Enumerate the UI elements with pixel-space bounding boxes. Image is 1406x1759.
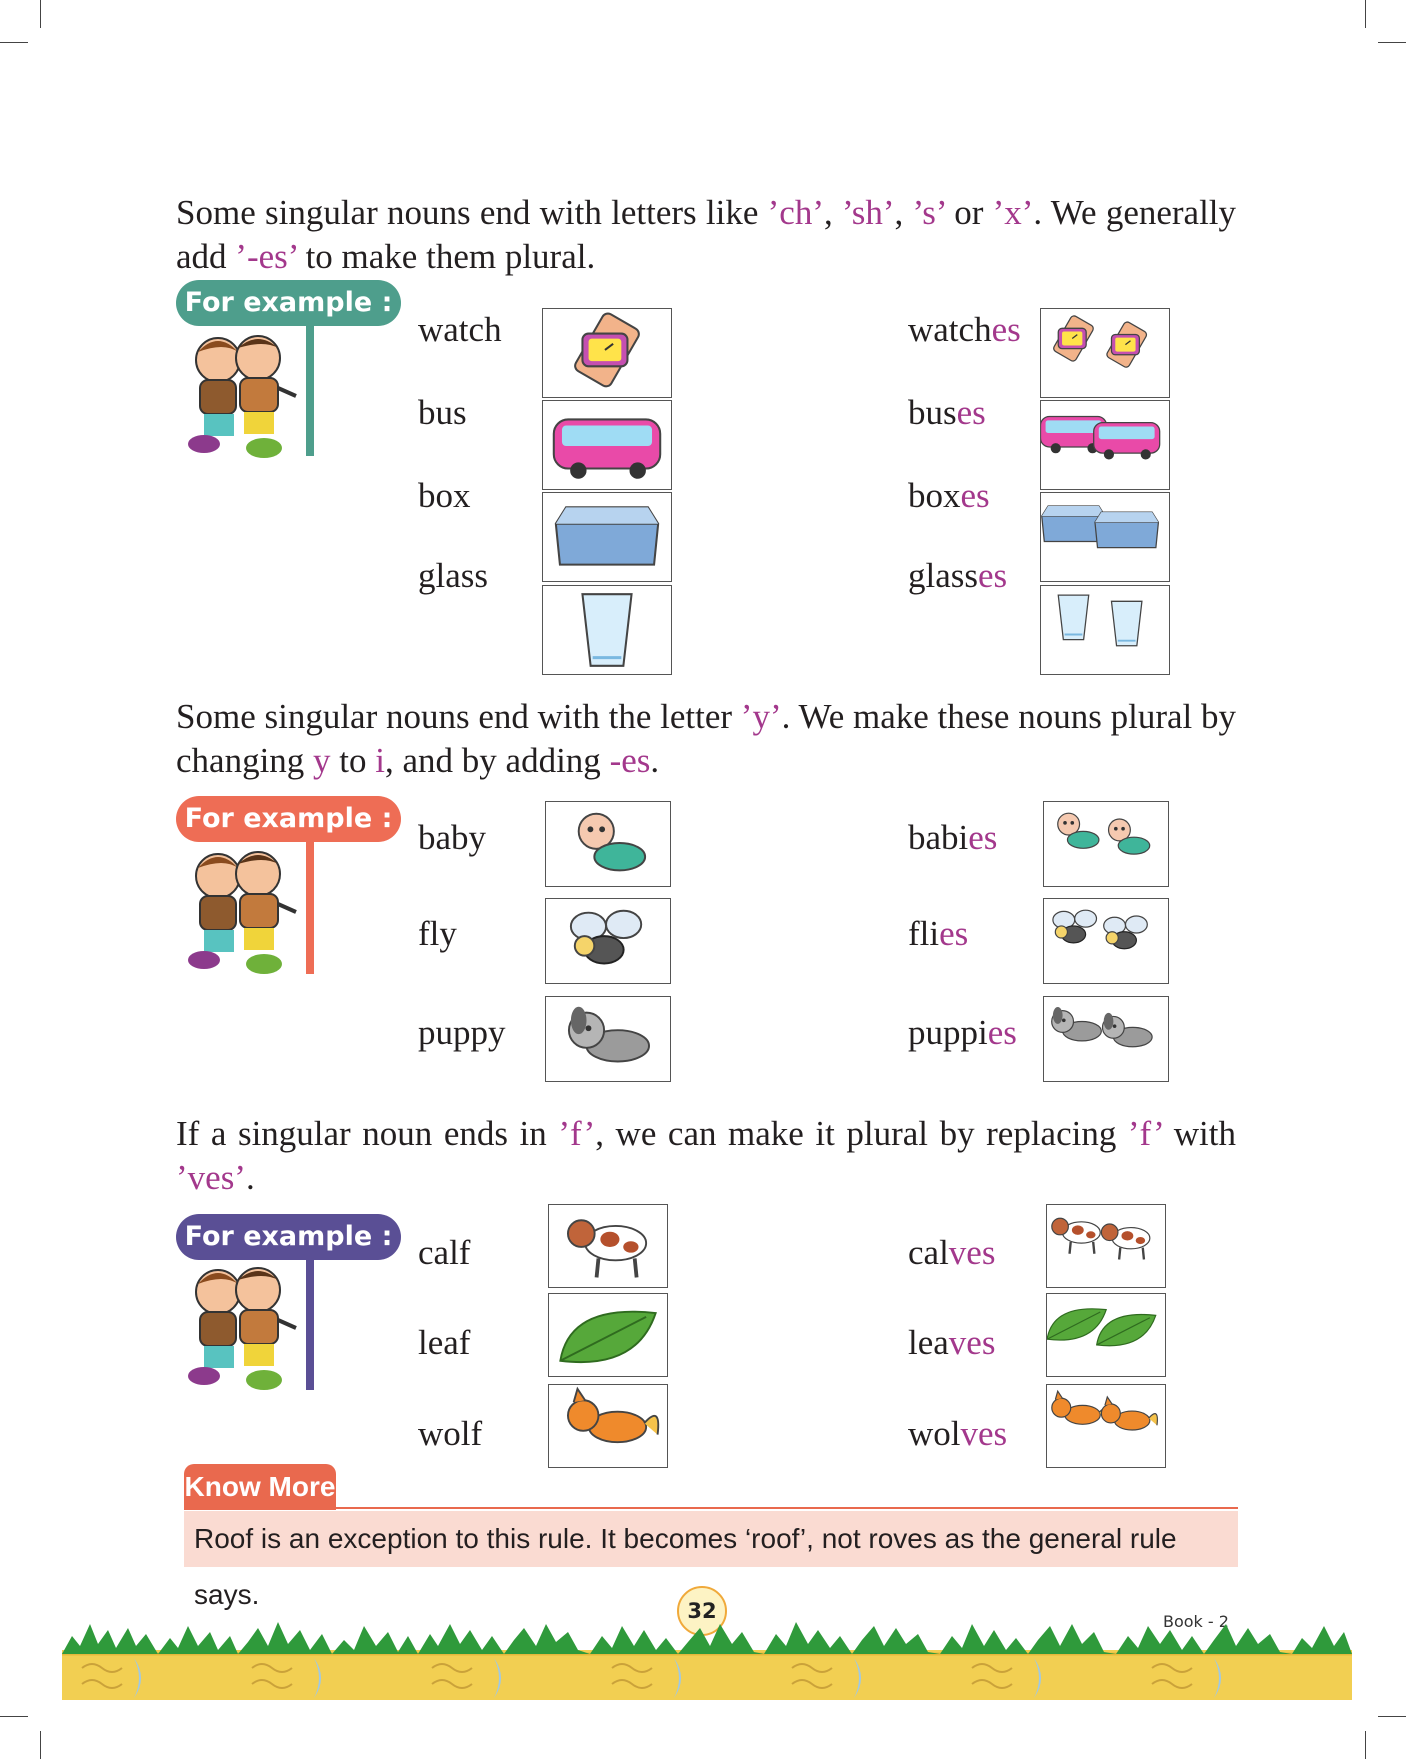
text-segment: Some singular nouns end with the letter	[176, 697, 741, 736]
plural-suffix: es	[968, 818, 998, 857]
plural-suffix: ves	[948, 1233, 996, 1272]
highlighted-term: ’ch’	[767, 193, 824, 232]
plural-word	[908, 310, 1021, 350]
crop-mark	[0, 42, 28, 43]
plural-suffix: es	[987, 1013, 1017, 1052]
singular-word: glass	[418, 556, 488, 595]
highlighted-term: y	[313, 741, 331, 780]
plural-suffix: es	[960, 476, 990, 515]
plural-word	[908, 393, 986, 433]
plural-suffix: es	[978, 556, 1008, 595]
fly-icon	[545, 898, 671, 984]
baby-icon	[545, 801, 671, 887]
plural-suffix: ves	[960, 1414, 1008, 1453]
calves-icon	[1046, 1204, 1166, 1288]
highlighted-term: i	[375, 741, 386, 780]
plural-stem: glass	[908, 556, 978, 595]
crop-mark	[40, 0, 41, 28]
kids-mascot-icon	[178, 1262, 300, 1394]
plural-stem: babi	[908, 818, 969, 857]
highlighted-term: ’s’	[912, 193, 945, 232]
flies-icon	[1043, 898, 1169, 984]
plural-stem: watch	[908, 310, 992, 349]
text-segment: with	[1162, 1114, 1236, 1153]
plural-stem: lea	[908, 1323, 949, 1362]
plural-stem: cal	[908, 1233, 949, 1272]
for-example-badge: For example :	[176, 280, 401, 326]
section-bar	[306, 326, 314, 456]
highlighted-term: ’f’	[558, 1114, 596, 1153]
singular-word: baby	[418, 818, 487, 857]
watch-icon	[542, 308, 672, 398]
glasses-icon	[1040, 585, 1170, 675]
plural-suffix: es	[956, 393, 986, 432]
buses-icon	[1040, 400, 1170, 490]
glass-icon	[542, 585, 672, 675]
text-segment: .	[650, 741, 660, 780]
for-example-badge: For example :	[176, 1214, 401, 1260]
plural-stem: wol	[908, 1414, 961, 1453]
text-segment: to	[330, 741, 376, 780]
plural-stem: box	[908, 476, 961, 515]
text-segment: , we can make it plural by replacing	[595, 1114, 1128, 1153]
plural-word	[908, 818, 997, 858]
plural-word	[908, 1414, 1007, 1454]
plural-stem: fli	[908, 914, 940, 953]
wolf-icon	[548, 1384, 668, 1468]
page-number: 32	[677, 1586, 727, 1636]
section-bar	[306, 842, 314, 974]
plural-stem: bus	[908, 393, 957, 432]
highlighted-term: ’y’	[740, 697, 782, 736]
puppy-icon	[545, 996, 671, 1082]
crop-mark	[1378, 1716, 1406, 1717]
singular-word: wolf	[418, 1414, 483, 1453]
crop-mark	[40, 1731, 41, 1759]
for-example-badge: For example :	[176, 796, 401, 842]
leaves-icon	[1046, 1293, 1166, 1377]
kids-mascot-icon	[178, 330, 300, 462]
plural-suffix: ves	[948, 1323, 996, 1362]
intro-paragraph-es	[176, 191, 1236, 279]
text-segment: ,	[824, 193, 843, 232]
text-segment: , and by adding	[385, 741, 610, 780]
plural-word	[908, 556, 1007, 596]
babies-icon	[1043, 801, 1169, 887]
plural-suffix: es	[991, 310, 1021, 349]
text-segment: . We generally add	[176, 193, 1237, 276]
plural-stem: puppi	[908, 1013, 988, 1052]
plural-word	[908, 1013, 1017, 1053]
section-bar	[306, 1260, 314, 1390]
crop-mark	[0, 1716, 28, 1717]
plural-word	[908, 914, 968, 954]
singular-word: bus	[418, 393, 467, 432]
text-segment: to make them plural.	[296, 237, 596, 276]
text-segment: ,	[894, 193, 913, 232]
highlighted-term: ’ves’	[176, 1158, 246, 1197]
wolves-icon	[1046, 1384, 1166, 1468]
kids-mascot-icon	[178, 846, 300, 978]
text-segment: Some singular nouns end with letters like	[176, 193, 768, 232]
singular-word: leaf	[418, 1323, 471, 1362]
highlighted-term: -es	[609, 741, 651, 780]
crop-mark	[1365, 0, 1366, 28]
plural-word	[908, 1233, 995, 1273]
footer-grass-border	[62, 1616, 1352, 1700]
crop-mark	[1378, 42, 1406, 43]
know-more-title: Know More	[184, 1464, 336, 1510]
singular-word: calf	[418, 1233, 471, 1272]
book-label: Book - 2	[1163, 1612, 1229, 1631]
plural-word	[908, 476, 990, 516]
singular-word: watch	[418, 310, 502, 349]
boxes-icon	[1040, 492, 1170, 582]
plural-suffix: es	[939, 914, 969, 953]
highlighted-term: ’-es’	[235, 237, 297, 276]
highlighted-term: ’x’	[992, 193, 1034, 232]
highlighted-term: ’f’	[1127, 1114, 1163, 1153]
know-more-text: Roof is an exception to this rule. It becomes ‘roof’, not roves as the general rule says.	[184, 1511, 1238, 1567]
text-segment: . We make these nouns plural by changing	[176, 697, 1236, 780]
text-segment: If a singular noun ends in	[176, 1114, 559, 1153]
watches-icon	[1040, 308, 1170, 398]
text-segment: .	[245, 1158, 255, 1197]
leaf-icon	[548, 1293, 668, 1377]
calf-icon	[548, 1204, 668, 1288]
crop-mark	[1365, 1731, 1366, 1759]
plural-word	[908, 1323, 995, 1363]
box-icon	[542, 492, 672, 582]
intro-paragraph-y	[176, 695, 1236, 783]
puppies-icon	[1043, 996, 1169, 1082]
singular-word: fly	[418, 914, 457, 953]
text-segment: or	[944, 193, 993, 232]
highlighted-term: ’sh’	[842, 193, 895, 232]
singular-word: box	[418, 476, 471, 515]
singular-word: puppy	[418, 1013, 506, 1052]
divider	[336, 1507, 1238, 1509]
bus-icon	[542, 400, 672, 490]
intro-paragraph-f	[176, 1112, 1236, 1200]
